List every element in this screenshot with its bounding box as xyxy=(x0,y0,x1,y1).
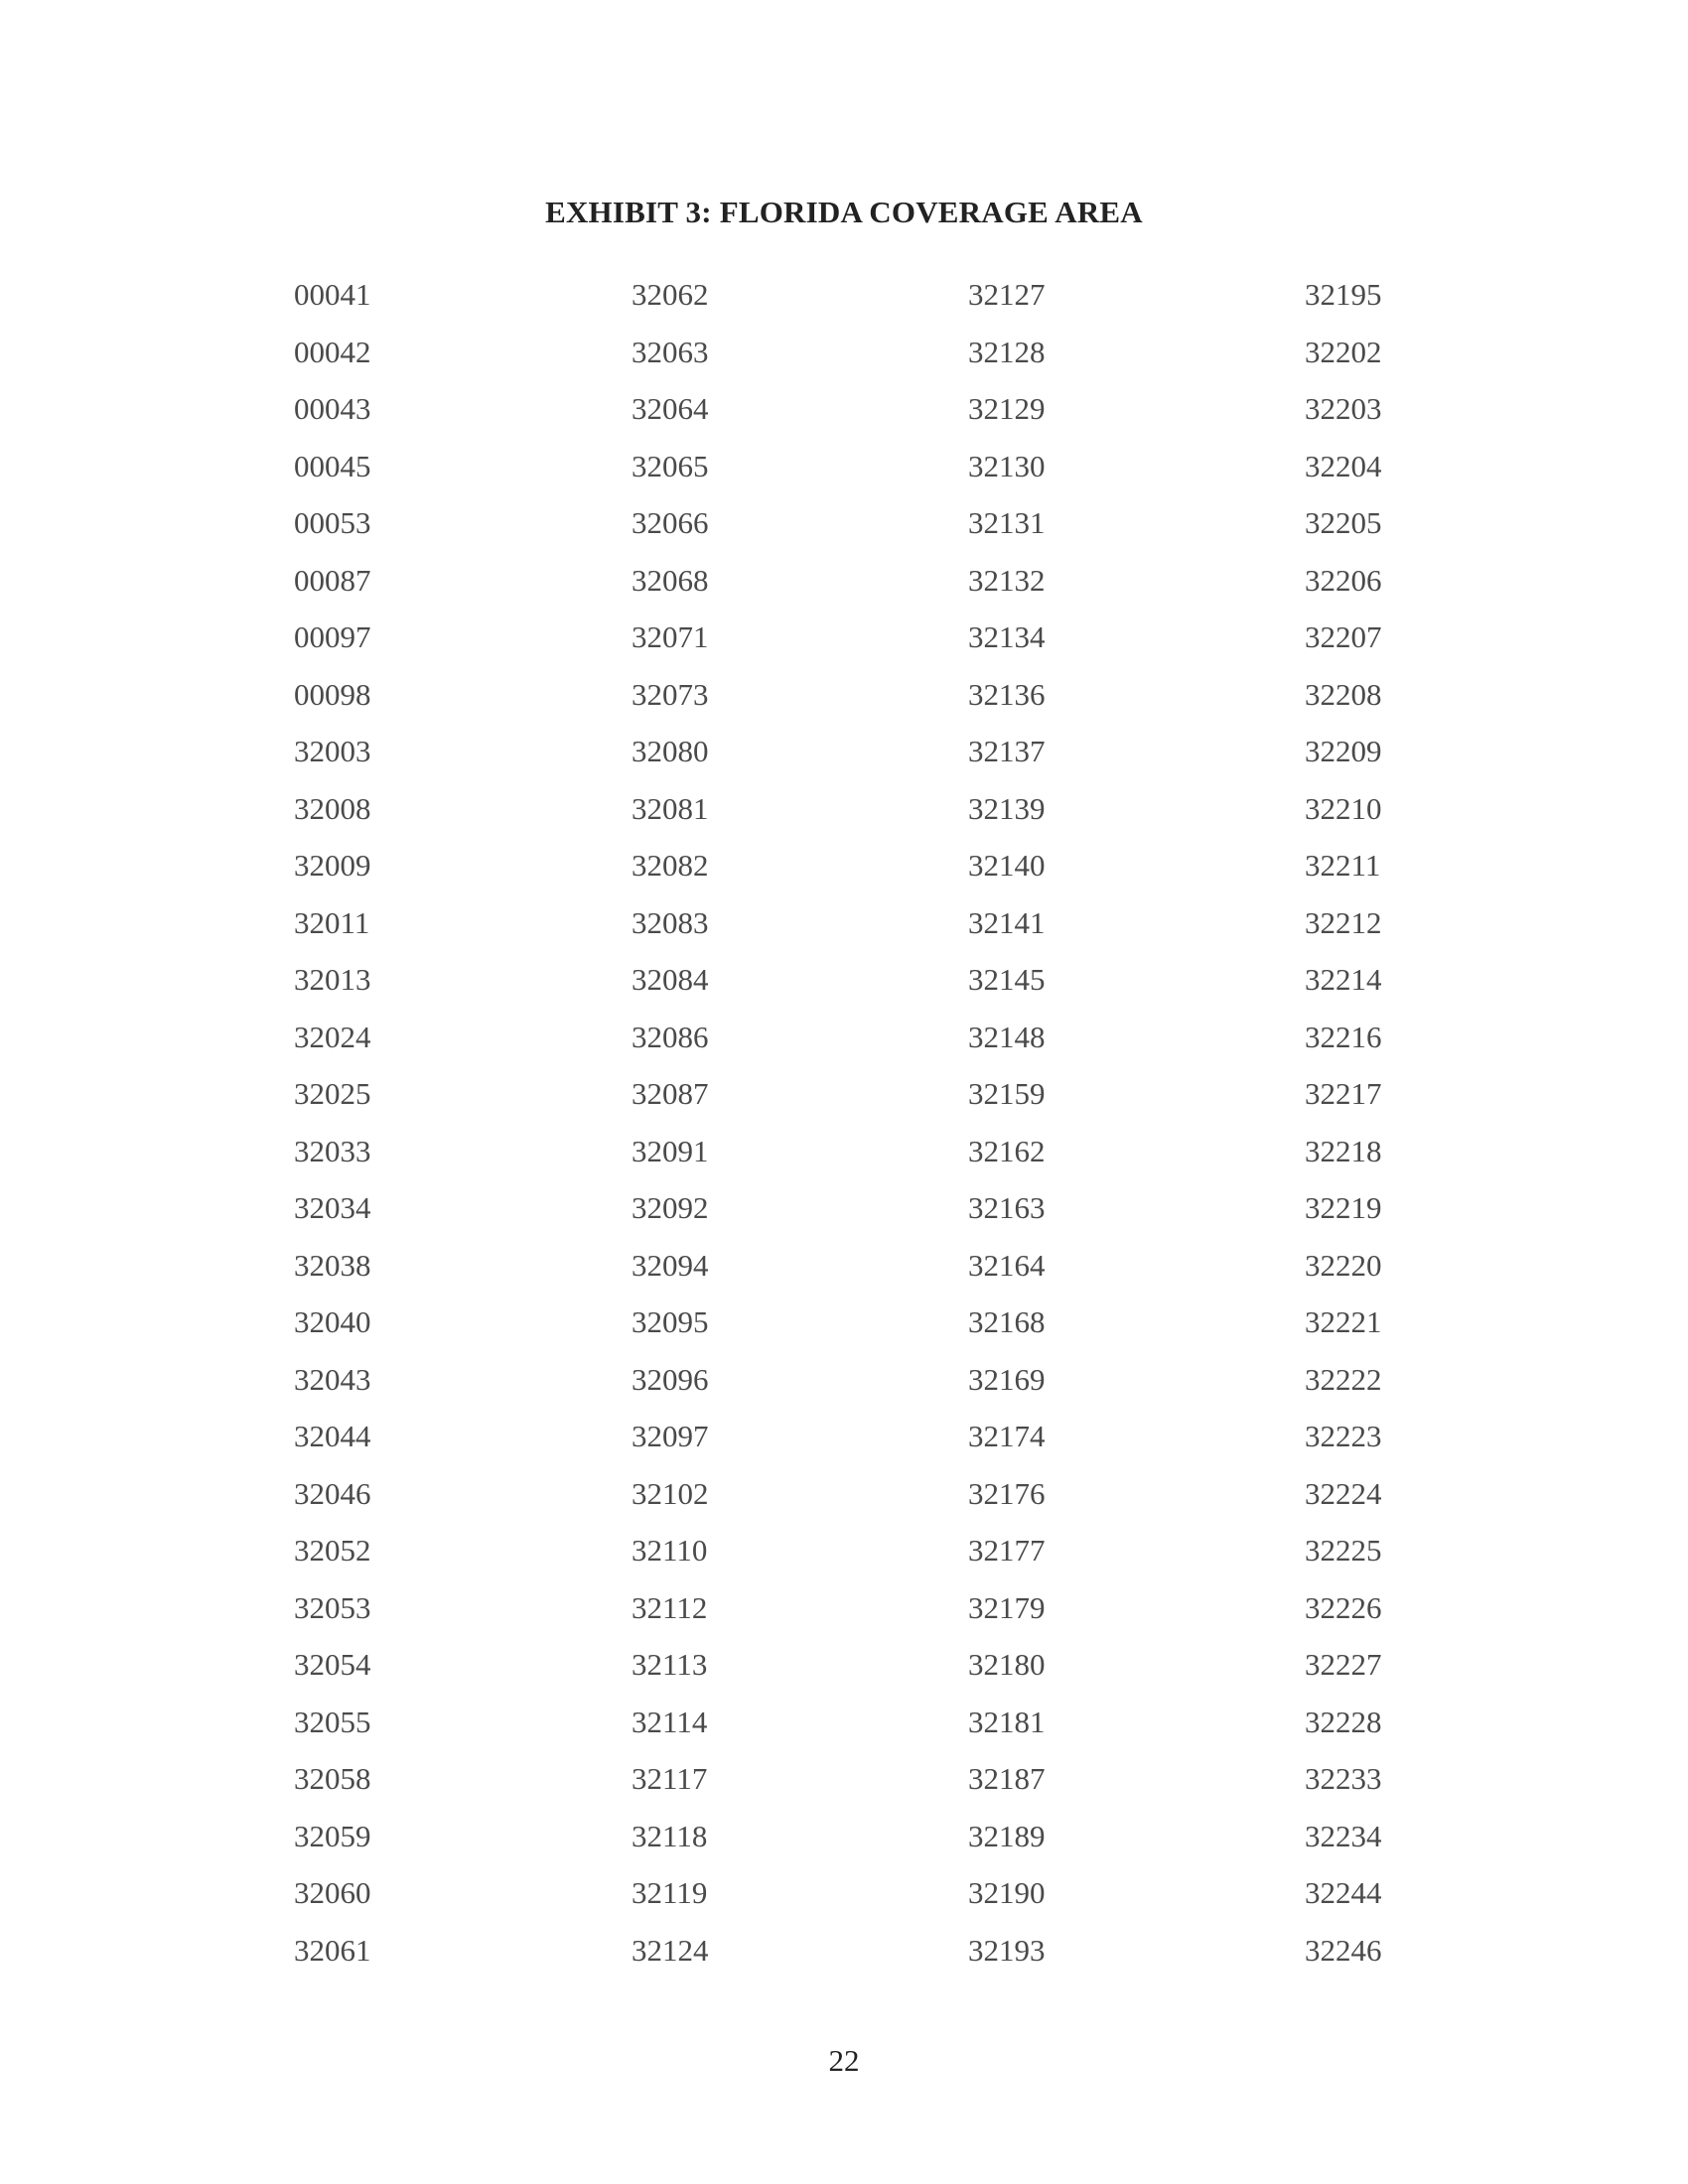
zip-code: 32054 xyxy=(294,1647,371,1682)
zip-code: 32055 xyxy=(294,1704,371,1739)
zip-code: 00087 xyxy=(294,562,371,598)
zip-code: 32190 xyxy=(968,1875,1046,1910)
zip-code: 32096 xyxy=(632,1361,709,1397)
zip-code: 32208 xyxy=(1305,676,1382,712)
zip-code: 32040 xyxy=(294,1304,371,1339)
zip-code: 32204 xyxy=(1305,448,1382,483)
zip-code: 32209 xyxy=(1305,734,1382,768)
zip-code: 32164 xyxy=(968,1247,1046,1283)
zip-code: 32203 xyxy=(1305,391,1382,426)
zip-code: 32119 xyxy=(632,1875,708,1910)
zip-code: 32129 xyxy=(968,391,1046,426)
zip-code-list xyxy=(0,272,1688,1968)
zip-code: 32207 xyxy=(1305,619,1382,654)
zip-code: 32169 xyxy=(968,1361,1046,1397)
zip-code: 32003 xyxy=(294,734,371,768)
zip-code: 32189 xyxy=(968,1818,1046,1853)
zip-code: 32210 xyxy=(1305,790,1382,826)
zip-code: 32080 xyxy=(632,734,709,768)
zip-code: 32061 xyxy=(294,1932,371,1968)
zip-code: 32073 xyxy=(632,676,709,712)
zip-code: 32211 xyxy=(1305,848,1381,883)
zip-code: 32195 xyxy=(1305,277,1382,312)
zip-code: 32223 xyxy=(1305,1419,1382,1453)
zip-code: 32137 xyxy=(968,734,1046,768)
zip-code: 00045 xyxy=(294,448,371,483)
zip-code: 32082 xyxy=(632,848,709,883)
zip-code: 32064 xyxy=(632,391,709,426)
zip-code: 32227 xyxy=(1305,1647,1382,1682)
zip-code: 00043 xyxy=(294,391,371,426)
zip-code: 32187 xyxy=(968,1761,1046,1796)
zip-code: 32159 xyxy=(968,1076,1046,1111)
zip-code: 32044 xyxy=(294,1419,371,1453)
zip-code: 32128 xyxy=(968,334,1046,369)
zip-code: 32063 xyxy=(632,334,709,369)
zip-code: 32066 xyxy=(632,505,709,540)
zip-code: 00041 xyxy=(294,277,371,312)
zip-code: 32224 xyxy=(1305,1475,1382,1511)
zip-code: 32163 xyxy=(968,1190,1046,1225)
zip-column-3 xyxy=(968,272,1167,1984)
zip-code: 00098 xyxy=(294,676,371,712)
zip-code: 32118 xyxy=(632,1818,708,1853)
zip-code: 32202 xyxy=(1305,334,1382,369)
zip-code: 32071 xyxy=(632,619,709,654)
zip-code: 32087 xyxy=(632,1076,709,1111)
zip-code: 32024 xyxy=(294,1019,371,1054)
zip-code: 32095 xyxy=(632,1304,709,1339)
zip-code: 32134 xyxy=(968,619,1046,654)
zip-code: 32025 xyxy=(294,1076,371,1111)
zip-code: 32244 xyxy=(1305,1875,1382,1910)
zip-code: 32130 xyxy=(968,448,1046,483)
zip-code: 32218 xyxy=(1305,1133,1382,1168)
zip-code: 32034 xyxy=(294,1190,371,1225)
zip-code: 32181 xyxy=(968,1704,1046,1739)
zip-code: 32140 xyxy=(968,848,1046,883)
zip-code: 32009 xyxy=(294,848,371,883)
zip-code: 32011 xyxy=(294,904,370,940)
zip-code: 32216 xyxy=(1305,1019,1382,1054)
zip-code: 32043 xyxy=(294,1361,371,1397)
zip-code: 32062 xyxy=(632,277,709,312)
zip-code: 32131 xyxy=(968,505,1046,540)
zip-code: 32110 xyxy=(632,1533,708,1568)
zip-code: 32092 xyxy=(632,1190,709,1225)
zip-code: 32212 xyxy=(1305,904,1382,940)
zip-code: 32136 xyxy=(968,676,1046,712)
zip-code: 32162 xyxy=(968,1133,1046,1168)
zip-code: 32065 xyxy=(632,448,709,483)
zip-code: 32141 xyxy=(968,904,1046,940)
zip-code: 32091 xyxy=(632,1133,709,1168)
zip-code: 32102 xyxy=(632,1475,709,1511)
zip-code: 32046 xyxy=(294,1475,371,1511)
zip-code: 32058 xyxy=(294,1761,371,1796)
zip-code: 32220 xyxy=(1305,1247,1382,1283)
zip-code: 32139 xyxy=(968,790,1046,826)
zip-code: 32059 xyxy=(294,1818,371,1853)
zip-code: 32148 xyxy=(968,1019,1046,1054)
zip-code: 32177 xyxy=(968,1533,1046,1568)
zip-code: 32174 xyxy=(968,1419,1046,1453)
page-title: EXHIBIT 3: FLORIDA COVERAGE AREA xyxy=(545,195,1143,229)
zip-code: 32206 xyxy=(1305,562,1382,598)
zip-code: 32114 xyxy=(632,1704,708,1739)
zip-code: 32225 xyxy=(1305,1533,1382,1568)
zip-code: 32084 xyxy=(632,962,709,997)
zip-code: 32222 xyxy=(1305,1361,1382,1397)
zip-code: 32013 xyxy=(294,962,371,997)
zip-column-1 xyxy=(294,272,492,1984)
zip-code: 32219 xyxy=(1305,1190,1382,1225)
zip-code: 32228 xyxy=(1305,1704,1382,1739)
zip-code: 32008 xyxy=(294,790,371,826)
zip-code: 32038 xyxy=(294,1247,371,1283)
zip-code: 32132 xyxy=(968,562,1046,598)
zip-code: 00042 xyxy=(294,334,371,369)
zip-column-4 xyxy=(1305,272,1503,1984)
zip-code: 32168 xyxy=(968,1304,1046,1339)
zip-code: 32217 xyxy=(1305,1076,1382,1111)
zip-code: 32097 xyxy=(632,1419,709,1453)
zip-code: 32233 xyxy=(1305,1761,1382,1796)
zip-code: 00097 xyxy=(294,619,371,654)
zip-code: 32205 xyxy=(1305,505,1382,540)
zip-code: 32112 xyxy=(632,1589,708,1625)
zip-code: 32094 xyxy=(632,1247,709,1283)
zip-code: 32113 xyxy=(632,1647,708,1682)
zip-code: 32145 xyxy=(968,962,1046,997)
zip-code: 32033 xyxy=(294,1133,371,1168)
zip-code: 32124 xyxy=(632,1932,709,1968)
zip-code: 32176 xyxy=(968,1475,1046,1511)
zip-column-2 xyxy=(632,272,830,1984)
zip-code: 32081 xyxy=(632,790,709,826)
zip-code: 32246 xyxy=(1305,1932,1382,1968)
page-number: 22 xyxy=(828,2043,860,2078)
zip-code: 32180 xyxy=(968,1647,1046,1682)
zip-code: 00053 xyxy=(294,505,371,540)
zip-code: 32117 xyxy=(632,1761,708,1796)
zip-code: 32234 xyxy=(1305,1818,1382,1853)
zip-code: 32214 xyxy=(1305,962,1382,997)
zip-code: 32127 xyxy=(968,277,1046,312)
zip-code: 32083 xyxy=(632,904,709,940)
zip-code: 32179 xyxy=(968,1589,1046,1625)
zip-code: 32053 xyxy=(294,1589,371,1625)
zip-code: 32221 xyxy=(1305,1304,1382,1339)
zip-code: 32052 xyxy=(294,1533,371,1568)
zip-code: 32060 xyxy=(294,1875,371,1910)
zip-code: 32193 xyxy=(968,1932,1046,1968)
zip-code: 32068 xyxy=(632,562,709,598)
zip-code: 32226 xyxy=(1305,1589,1382,1625)
zip-code: 32086 xyxy=(632,1019,709,1054)
